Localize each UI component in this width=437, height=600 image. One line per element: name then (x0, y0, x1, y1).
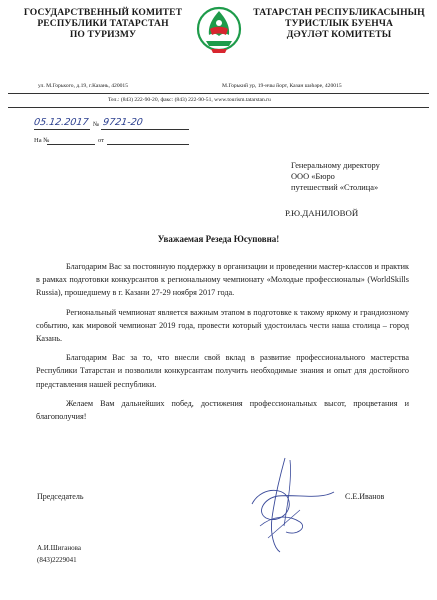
recipient-name: Р.Ю.ДАНИЛОВОЙ (285, 208, 359, 218)
registration-date: 05.12.2017 (33, 117, 90, 128)
contact-info: Тел.: (843) 222-90-20, факс: (843) 222-90-51, www.tourism.tatarstan.ru (108, 97, 271, 103)
org-name-line: ГОСУДАРСТВЕННЫЙ КОМИТЕТ (23, 7, 183, 18)
date-underline (34, 129, 90, 130)
reference-underline (47, 144, 95, 145)
executor-phone: (843)2229041 (37, 556, 77, 564)
org-name-tatar (248, 7, 430, 40)
tatarstan-emblem-icon (196, 5, 242, 57)
reference-from-label: от (98, 137, 105, 144)
reference-label: На № (34, 137, 50, 144)
org-name-russian (13, 7, 193, 40)
registration-number-label: № (93, 121, 100, 128)
body-paragraph: Благодарим Вас за то, что внесли свой вклад в развитие профессионального мастерства Республики Татарстан и позволили конкурсантам получить необходимые знания и опыт для достойного представления нашей республики. (36, 353, 409, 389)
recipient-line: Генеральному директору (291, 161, 380, 170)
org-name-line: ПО ТУРИЗМУ (69, 29, 137, 40)
header-divider (8, 93, 429, 94)
signatory-position: Председатель (37, 492, 84, 501)
body-paragraph: Желаем Вам дальнейших побед, достижения профессиональных высот, процветания и благополучия! (36, 398, 409, 422)
body-paragraph: Благодарим Вас за постоянную поддержку в организации и проведении мастер-классов и практик в рамках подготовки конкурсантов к региональному чемпионату «Молодые профессионалы» (WorldSkills Russia), прошедшему в г. Казани 27-29 ноября 2017 года. (36, 262, 409, 298)
reference-date-underline (107, 144, 189, 145)
signatory-name: С.Е.Иванов (345, 492, 385, 501)
recipient-line: путешествий «Столица» (291, 183, 379, 192)
greeting: Уважаемая Резеда Юсуповна! (157, 234, 280, 244)
recipient-block (291, 160, 380, 193)
body-paragraph: Региональный чемпионат является важным этапом в подготовке к такому яркому и грандиозному событию, как мировой чемпионат 2019 года, провести который удостоилась чести наша столица – город Казань. (36, 307, 409, 344)
recipient-line: ООО «Бюро (291, 172, 335, 181)
org-name-line: РЕСПУБЛИКИ ТАТАРСТАН (37, 18, 169, 29)
letter-body (36, 260, 409, 429)
org-name-line: ТУРИСТЛЫК БУЕНЧА (284, 18, 393, 29)
executor-block (37, 542, 81, 566)
header-divider (8, 107, 429, 108)
registration-number: 9721-20 (102, 117, 144, 128)
address-russian: ул. М.Горького, д.19, г.Казань, 420015 (38, 83, 129, 89)
number-underline (101, 129, 189, 130)
executor-name: А.И.Шиганова (37, 544, 81, 552)
handwritten-signature (230, 456, 340, 556)
org-name-line: ДӘҮЛӘТ КОМИТЕТЫ (286, 29, 392, 40)
address-tatar: М.Горький ур, 19-нчы йорт, Казан шәһәре, 420015 (222, 83, 342, 89)
org-name-line: ТАТАРСТАН РЕСПУБЛИКАСЫНЫҢ (253, 7, 425, 18)
